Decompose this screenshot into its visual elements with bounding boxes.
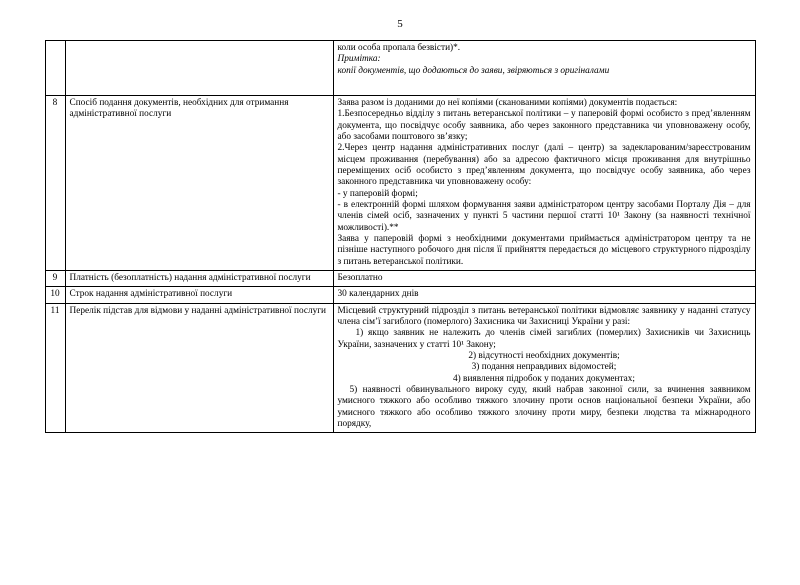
row-description-cell [65,41,333,96]
row-description-cell: Платність (безоплатність) надання адміністративної послуги [65,270,333,286]
row-description-cell: Перелік підстав для відмови у наданні адміністративної послуги [65,303,333,433]
content-line: 30 календарних днів [337,289,419,300]
content-line: 1.Безпосередньо відділу з питань ветеранської політики – у паперовій формі особисто з пред’явленням документа, що посвідчує особу заявника, або через законного представника чи уповноважену особу, або засобами поштового зв’язку; [337,109,751,142]
table-row [45,41,755,96]
row-content-cell [333,95,755,270]
content-line: Безоплатно [337,272,383,283]
content-line: Заява разом із доданими до неї копіями (сканованими копіями) документів подається: [337,97,678,108]
content-line: 3) подання неправдивих відомостей; [471,362,617,373]
row-number-cell: 9 [45,270,65,286]
table-row [45,270,755,286]
row-description-cell: Спосіб подання документів, необхідних для отримання адміністративної послуги [65,95,333,270]
table-row [45,303,755,433]
content-line: 2.Через центр надання адміністративних послуг (далі – центр) за задекларованим/зареєстрованим місцем проживання (перебування) або за адресою фактичного місця проживання для внутрішньо переміщених осіб особисто з пред’явленням документа, що посвідчує особу заявника, або через законного представника чи уповноважену особу: [337,143,751,188]
content-line: 4) виявлення підробок у поданих документах; [452,373,635,384]
content-line: 5) наявності обвинувального вироку суду, який набрав законної сили, за вчинення заявником умисного тяжкого або особливо тяжкого злочину проти основ національної безпеки України, або умисного тяжкого або особливо тяжкого злочину проти миру, безпеки людства та міжнародного порядку, [337,384,751,429]
row-content-cell [333,287,755,303]
table-row [45,95,755,270]
content-line: - у паперовій формі; [337,188,418,199]
page-number: 5 [397,18,403,30]
row-number-cell: 10 [45,287,65,303]
content-line-note-label: Примітка: [337,54,381,65]
row-number-cell [45,41,65,96]
table-row [45,287,755,303]
row-description-cell: Строк надання адміністративної послуги [65,287,333,303]
content-line-note-text: копії документів, що додаються до заяви, звіряються з оригіналами [337,65,610,76]
document-page [0,18,800,585]
content-line: 2) відсутності необхідних документів; [468,350,620,361]
row-content-cell [333,270,755,286]
content-line: 1) якщо заявник не належить до членів сімей загиблих (померлих) Захисників чи Захисниць України, зазначених у статті 10¹ Закону; [337,328,751,350]
row-number-cell: 11 [45,303,65,433]
content-line: Заява у паперовій формі з необхідними документами приймається адміністратором центру та не пізніше наступного робочого дня після її прийняття передається до місцевого структурного підрозділу з питань ветеранської політики. [337,233,751,267]
row-number-cell: 8 [45,95,65,270]
row-content-cell [333,303,755,433]
row-content-cell [333,41,755,96]
content-line: Місцевий структурний підрозділ з питань ветеранської політики відмовляє заявнику у наданні статусу члена сім’ї загиблого (померлого) Захисника чи Захисниці України у разі: [337,305,751,327]
content-line: коли особа пропала безвісти)*. [337,43,461,53]
content-line: - в електронній формі шляхом формування заяви адміністратором центру засобами Порталу Дія – для членів сімей осіб, зазначених у пункті 5 частини першої статті 10¹ Закону (за наявності технічної можливості).** [337,199,751,233]
administrative-service-table [45,40,756,433]
